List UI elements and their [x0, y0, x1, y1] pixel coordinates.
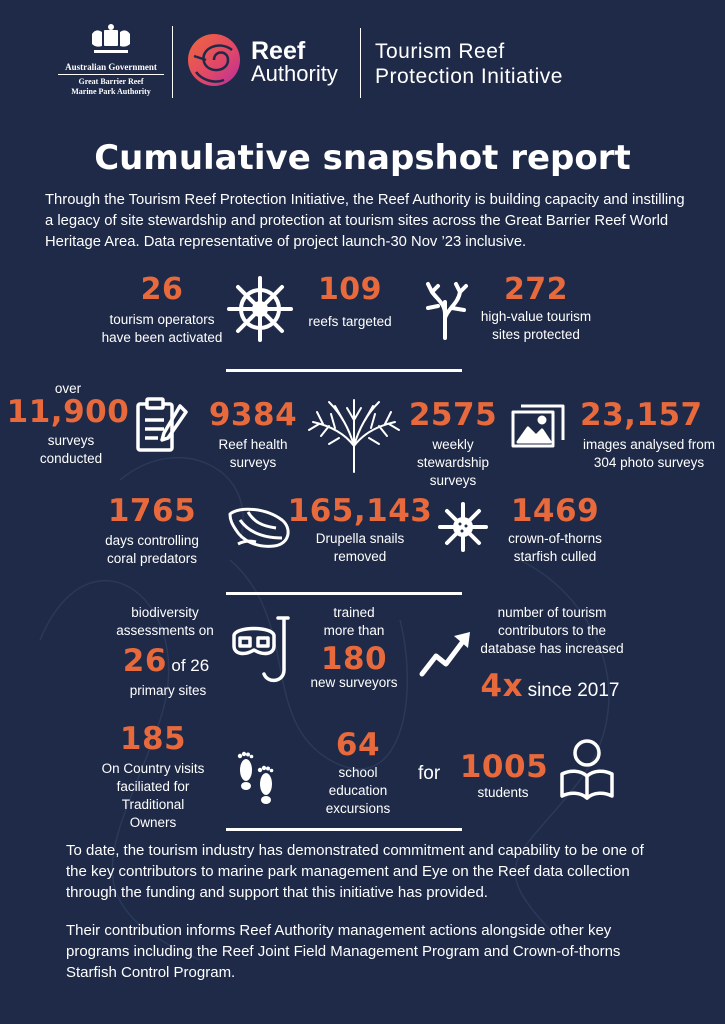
footprints-icon [232, 748, 282, 810]
health-value: 9384 [208, 397, 298, 433]
students-label: students [477, 785, 529, 800]
surveys-label: surveys conducted [39, 433, 103, 466]
students-value: 1005 [459, 749, 549, 785]
snorkel-mask-icon [228, 614, 294, 688]
crest-icon [86, 22, 136, 58]
reefs-value: 109 [317, 272, 383, 307]
intro-paragraph: Through the Tourism Reef Protection Initiative, the Reef Authority is building capacity and instilling a legacy of site stewardship and protection at tourism sites across the Great Barrier Reef World Heritage Area. Data representative of project launch-30 Nov ’23 inclusive. [45, 192, 685, 250]
students-prefix: for [418, 763, 441, 784]
snails-label: Drupella snails removed [315, 531, 405, 564]
contributors-label-top: number of tourism contributors to the database has increased [480, 605, 624, 656]
biodiversity-value: 26 [122, 643, 167, 679]
biodiversity-label-bottom: primary sites [129, 683, 207, 698]
biodiversity-of-text: of 26 [171, 656, 210, 675]
days-label: days controlling coral predators [105, 533, 199, 566]
operators-value: 26 [140, 272, 184, 307]
country-value: 185 [119, 721, 187, 757]
country-label: On Country visits faciliated for Traditional Owners [101, 761, 205, 830]
school-value: 64 [335, 727, 381, 763]
weekly-value: 2575 [408, 397, 498, 433]
sites-value: 272 [503, 272, 569, 307]
closing-paragraph-1: To date, the tourism industry has demonstrated commitment and capability to be one of the key contributors to marine park management and Eye on the Reef data collection through the funding and support that this initiative has provided. [66, 842, 644, 901]
header-divider-1 [172, 26, 173, 98]
school-label: school education excursions [325, 765, 391, 816]
gov-line2: Great Barrier Reef [78, 77, 144, 86]
operators-label: tourism operators have been activated [101, 312, 223, 345]
biodiversity-label-top: biodiversity assessments on [116, 605, 214, 638]
surveys-value: 11,900 [6, 394, 130, 430]
divider-3 [226, 828, 462, 831]
gov-crest-block [58, 22, 164, 102]
divider-1 [226, 369, 462, 372]
page-title: Cumulative snapshot report [94, 138, 631, 178]
crown-of-thorns-icon [436, 500, 490, 554]
cots-label: crown-of-thorns starfish culled [508, 531, 602, 564]
gov-line3: Marine Park Authority [71, 87, 151, 96]
divider-2 [226, 592, 462, 595]
images-label: images analysed from 304 photo surveys [582, 437, 716, 470]
reef-authority-logo-icon [184, 30, 244, 92]
student-reading-icon [556, 736, 618, 800]
snails-value: 165,143 [287, 493, 433, 529]
trend-up-icon [418, 630, 474, 680]
trained-label-top: trained more than [323, 605, 385, 638]
gov-line1: Australian Government [58, 62, 164, 75]
trained-label-bottom: new surveyors [310, 675, 398, 690]
ships-wheel-icon [226, 275, 294, 343]
coral-icon [418, 278, 472, 340]
days-value: 1765 [107, 493, 197, 529]
images-icon [510, 402, 566, 450]
sea-fan-icon [305, 396, 403, 474]
biodiversity-value-row [104, 642, 228, 680]
surveys-prefix: over [54, 381, 82, 396]
reefs-label: reefs targeted [308, 314, 392, 329]
health-label: Reef health surveys [218, 437, 288, 470]
authority-word: Authority [251, 61, 338, 86]
contributors-value: 4x [480, 668, 524, 704]
clipboard-icon [134, 396, 190, 456]
closing-paragraph-2: Their contribution informs Reef Authority management actions alongside other key programs including the Reef Joint Field Management Program and Crown-of-thorns Starfish Control Program. [66, 922, 621, 981]
cots-value: 1469 [510, 493, 600, 529]
trained-value: 180 [320, 641, 388, 677]
reef-word: Reef [251, 37, 306, 65]
initiative-line2: Protection Initiative [375, 65, 563, 88]
images-value: 23,157 [580, 397, 703, 433]
contributors-value-row [470, 666, 630, 706]
weekly-label: weekly stewardship surveys [416, 437, 490, 488]
header-divider-2 [360, 28, 361, 98]
contributors-suffix: since 2017 [527, 680, 620, 701]
sites-label: high-value tourism sites protected [480, 309, 592, 342]
initiative-line1: Tourism Reef [375, 40, 505, 63]
